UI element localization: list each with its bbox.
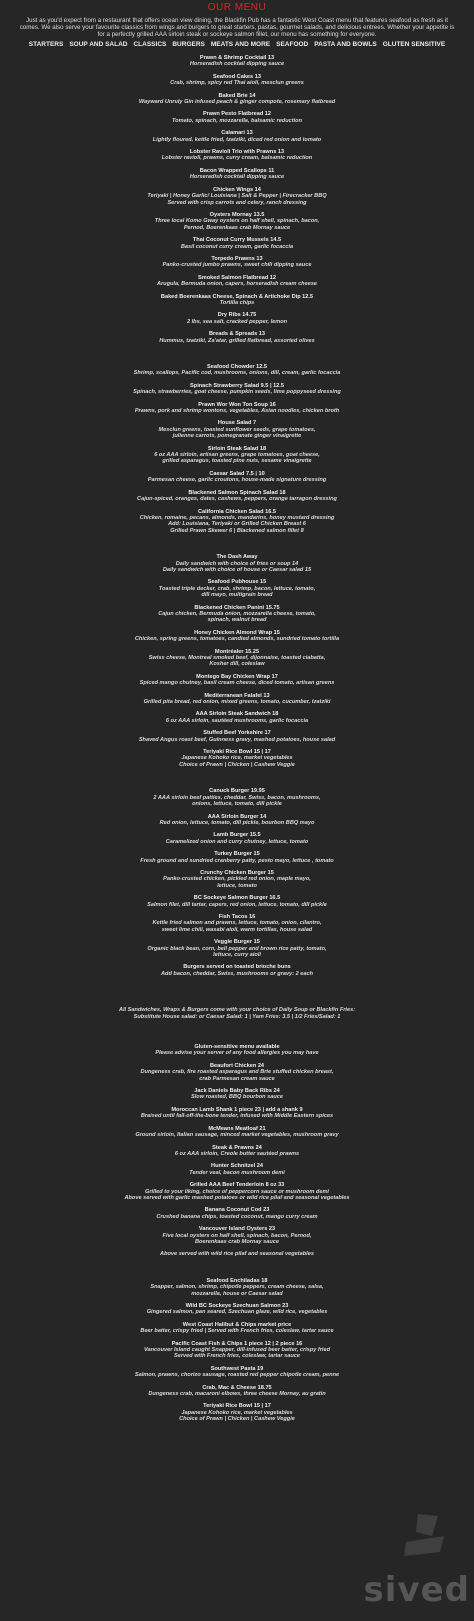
nav-item[interactable]: GLUTEN SENSITIVE bbox=[382, 41, 446, 48]
menu-item bbox=[0, 579, 474, 598]
menu-item bbox=[0, 605, 474, 624]
menu-item-description: spinach, walnut bread bbox=[207, 617, 267, 624]
menu-item-description: grilled asparagus, toasted pine nuts, sesame vinaigrette bbox=[162, 458, 312, 465]
menu-item bbox=[0, 1145, 474, 1158]
menu-item-name: Prawn & Shrimp Cocktail 13 bbox=[199, 55, 275, 61]
menu-item-description: Kosher dill, coleslaw bbox=[209, 661, 265, 668]
menu-item-description: Cajun-spiced, oranges, dates, cashews, peppers, orange tarragon dressing bbox=[137, 496, 337, 503]
menu-item-name: Moroccan Lamb Shank 1 piece 23 | add a shank 9 bbox=[171, 1106, 303, 1113]
nav-item[interactable]: BURGERS bbox=[172, 41, 205, 48]
menu-item bbox=[0, 383, 474, 396]
menu-item-name: Lobster Ravioli Trio with Prawns 13 bbox=[189, 149, 285, 156]
menu-item-description: 6 oz AAA sirloin, sautéed mushrooms, garlic focaccia bbox=[165, 717, 309, 724]
section-gap bbox=[0, 350, 474, 364]
menu-item-name: Stuffed Beef Yorkshire 17 bbox=[203, 730, 271, 737]
menu-item-name: Burgers served on toasted brioche buns bbox=[183, 964, 291, 971]
intro-text: Just as you'd expect from a restaurant that offers ocean view dining, the Blackfin Pub has a fantastic West Coast menu that features seafood as fresh as it comes. We also serve your favourite classics from wings and burgers to great starters, pastas, gourmet salads, and delicious entrees. Whether your appetite is for a perfectly grilled AAA sirloin steak or sockeye salmon fillet, our menu has something for everyone. bbox=[19, 17, 455, 38]
menu-item-name: Steak & Prawns 24 bbox=[212, 1144, 262, 1151]
menu-item bbox=[0, 446, 474, 465]
menu-item bbox=[0, 1278, 474, 1297]
page-header bbox=[0, 0, 474, 48]
menu-item-description: Choice of Prawn | Chicken | Cashew Veggie bbox=[179, 761, 295, 768]
menu-item-name: Torpedo Prawns 13 bbox=[211, 255, 263, 262]
menu-item-description: 6 oz AAA sirloin, artisan greens, grape tomatoes, goat cheese, bbox=[154, 452, 320, 459]
menu-item bbox=[0, 554, 474, 573]
menu-item bbox=[0, 509, 474, 535]
menu-item bbox=[0, 275, 474, 288]
menu-item bbox=[0, 471, 474, 484]
menu-item-name: Jack Daniels Baby Back Ribs 24 bbox=[194, 1088, 280, 1095]
menu-item-name: Fish Tacos 16 bbox=[218, 913, 256, 920]
menu-item-description: Add: Louisiana, Teriyaki or Grilled Chicken Breast 6 bbox=[168, 521, 306, 528]
menu-item-name: Dry Ribs 14.75 bbox=[217, 312, 257, 319]
menu-item bbox=[0, 1044, 474, 1057]
section-gap bbox=[0, 540, 474, 554]
menu-item-description: Grilled Prawn Skewer 6 | Blackened salmon fillet 8 bbox=[170, 527, 304, 534]
menu-item-description: Daily sandwich with choice of house or Caesar salad 15 bbox=[162, 566, 312, 573]
menu-item bbox=[0, 870, 474, 889]
menu-item-name: Breads & Spreads 13 bbox=[209, 331, 265, 338]
menu-item-name: House Salad 7 bbox=[217, 420, 257, 427]
menu-item bbox=[0, 212, 474, 231]
menu-item-description: Above served with wild rice pilaf and seasonal vegetables bbox=[160, 1251, 314, 1258]
menu-item-description: Shrimp, scallops, Pacific cod, mushrooms, onions, dill, cream, garlic focaccia bbox=[133, 370, 341, 377]
menu-item-description: Crushed banana chips, toasted coconut, mango curry cream bbox=[156, 1213, 318, 1220]
section-gap bbox=[0, 1264, 474, 1278]
menu-item-name: McMeans Meatloaf 21 bbox=[208, 1125, 266, 1132]
menu-item-name: Canuck Burger 19.95 bbox=[209, 788, 265, 795]
menu-item-description: Hummus, tzatziki, Za'atar, grilled flatbread, assorted olives bbox=[159, 337, 315, 344]
menu-item-name: Teriyaki Rice Bowl 15 | 17 bbox=[203, 749, 271, 756]
menu-item-description: Fresh ground and sundried cranberry patty, pesto mayo, lettuce , tomato bbox=[140, 857, 334, 864]
menu-item bbox=[0, 851, 474, 864]
menu-item-description: Slow roasted, BBQ bourbon sauce bbox=[191, 1094, 283, 1101]
menu-item bbox=[0, 420, 474, 439]
menu-item bbox=[0, 111, 474, 124]
menu-item-name: BC Sockeye Salmon Burger 16.5 bbox=[193, 895, 281, 902]
menu-item bbox=[0, 649, 474, 668]
menu-item-description: Salmon, prawns, chorizo sausage, roasted red pepper chipotle cream, penne bbox=[134, 1372, 340, 1379]
menu-item bbox=[0, 490, 474, 503]
nav-item[interactable]: PASTA AND BOWLS bbox=[314, 41, 377, 48]
menu-item-description: Chicken, romaine, pecans, almonds, mandarins, honey mustard dressing bbox=[139, 514, 335, 521]
menu-item bbox=[0, 1403, 474, 1422]
menu-item-description: Prawns, pork and shrimp wontons, vegetables, Asian noodles, chicken broth bbox=[134, 408, 340, 415]
menu-item-description: Served with crisp carrots and celery, ranch dressing bbox=[167, 199, 307, 206]
menu-item-description: Grilled pita bread, red onion, mixed greens, tomato, cucumber, tzatziki bbox=[143, 699, 331, 706]
menu-item-name: Crunchy Chicken Burger 15 bbox=[200, 869, 274, 876]
menu-item-description: lettuce, curry aioli bbox=[213, 952, 261, 958]
menu-item-name: Seafood Enchiladas 18 bbox=[206, 1277, 268, 1284]
nav-item[interactable]: STARTERS bbox=[28, 41, 64, 48]
menu-item-description: Dungeness crab, macaroni elbows, three cheese Mornay, au gratin bbox=[148, 1391, 326, 1398]
nav-item[interactable]: SOUP AND SALAD bbox=[69, 41, 128, 48]
menu-item-description: Kettle fried salmon and prawns, lettuce, tomato, onion, cilantro, bbox=[152, 920, 322, 927]
menu-item bbox=[0, 814, 474, 827]
menu-item-description: sweet lime chili, wasabi aioli, warm tortillas, house salad bbox=[161, 926, 313, 933]
menu-item-description: mozzarella, house or Caesar salad bbox=[191, 1290, 283, 1297]
menu-item bbox=[0, 788, 474, 807]
menu-item-name: California Chicken Salad 16.5 bbox=[197, 508, 277, 515]
menu-item bbox=[0, 130, 474, 143]
menu-item-name: The Dash Away bbox=[216, 554, 258, 561]
menu-item-description: Pernod, Boerenkaas crab Mornay sauce bbox=[183, 224, 291, 231]
menu-item-description: Cajun chicken, Bermuda onion, mozzarella cheese, tomato, bbox=[158, 610, 316, 617]
menu-item-description: lettuce, tomato bbox=[217, 882, 257, 889]
menu-item-name: Vancouver Island Oysters 23 bbox=[198, 1226, 276, 1233]
menu-item bbox=[0, 1163, 474, 1176]
menu-item-name: Montréaler 15.25 bbox=[214, 648, 260, 655]
menu-item bbox=[0, 1303, 474, 1316]
page-title: OUR MENU bbox=[207, 2, 267, 13]
menu-item-name: AAA Sirloin Burger 14 bbox=[207, 813, 267, 820]
menu-item-description: Three local Komo Gway oysters on half shell, spinach, bacon, bbox=[154, 218, 320, 225]
menu-item-name: Blackened Salmon Spinach Salad 18 bbox=[188, 489, 286, 496]
menu-item-name: Blackened Chicken Panini 15.75 bbox=[194, 604, 280, 611]
menu-item-name: Thai Coconut Curry Mussels 14.5 bbox=[192, 237, 282, 244]
menu-item bbox=[0, 149, 474, 162]
menu-item-name: Caesar Salad 7.5 | 10 bbox=[209, 470, 265, 477]
menu-item bbox=[0, 693, 474, 706]
menu-item-description: 2 lbs, sea salt, cracked pepper, lemon bbox=[186, 318, 288, 325]
menu-item bbox=[0, 187, 474, 206]
menu-item-name: Smoked Salmon Flatbread 12 bbox=[197, 274, 277, 281]
menu-item-name: Seafood Cakes 13 bbox=[213, 73, 261, 80]
menu-item-name: Prawn Pesto Flatbread 12 bbox=[202, 111, 272, 118]
menu-item-description: Lobster ravioli, prawns, curry cream, balsamic reduction bbox=[161, 155, 313, 162]
menu-item bbox=[0, 312, 474, 325]
menu-item-name: Sirloin Steak Salad 18 bbox=[207, 445, 267, 452]
menu-item-description: Gingered salmon, pan seared, Szechuan glaze, wild rice, vegetables bbox=[146, 1309, 328, 1316]
menu-item-description: Chicken, spring greens, tomatoes, candied almonds, sundried tomato tortilla bbox=[134, 636, 340, 643]
menu-item-description: Arugula, Bermuda onion, capers, horseradish cream cheese bbox=[156, 281, 318, 288]
menu-item bbox=[0, 630, 474, 643]
menu-item bbox=[0, 74, 474, 87]
section-gap bbox=[0, 774, 474, 788]
menu-item-description: 6 oz AAA sirloin, Creole butter sautéed prawns bbox=[174, 1150, 300, 1157]
menu-item-name: Seafood Pubhouse 15 bbox=[207, 579, 267, 586]
section-gap bbox=[0, 983, 474, 997]
menu-item bbox=[0, 749, 474, 768]
category-nav bbox=[0, 41, 474, 48]
section-gap bbox=[0, 1030, 474, 1044]
menu-item-name: Chicken Wings 14 bbox=[213, 186, 261, 193]
menu-item bbox=[0, 1182, 474, 1201]
menu-item-description: Wayward Unruly Gin infused peach & ginger compote, rosemary flatbread bbox=[138, 99, 336, 106]
nav-item[interactable]: MEATS AND MORE bbox=[210, 41, 271, 48]
menu-item bbox=[0, 55, 474, 68]
menu-item bbox=[0, 1226, 474, 1245]
menu-item-description: Five local oysters on half shell, spinach, bacon, Pernod, bbox=[162, 1232, 312, 1239]
menu-item-description: Panko-crusted chicken, pickled red onion, maple mayo, bbox=[163, 876, 311, 883]
menu-item-description: Tomato, spinach, mozzarella, balsamic reduction bbox=[171, 117, 303, 124]
menu-item-name: Wild BC Sockeye Szechuan Salmon 23 bbox=[185, 1303, 289, 1309]
menu-item-name: West Coast Halibut & Chips market price bbox=[182, 1321, 292, 1328]
menu-item-name: Banana Coconut Cod 23 bbox=[204, 1207, 270, 1214]
menu-item-description: Served with French fries, coleslaw, tartar sauce bbox=[173, 1353, 300, 1360]
menu-item bbox=[0, 674, 474, 687]
menu-item-name: Baked Brie 14 bbox=[218, 92, 256, 99]
menu-item-description: Please advise your server of any food allergies you may have bbox=[155, 1050, 319, 1057]
menu-item-name: Veggie Burger 15 bbox=[214, 939, 260, 946]
menu-item-description: Japanese Kohoko rice, market vegetables bbox=[181, 1409, 293, 1416]
menu-item-name: Prawn Wor Won Ton Soup 16 bbox=[198, 401, 276, 408]
menu-item bbox=[0, 402, 474, 415]
menu-item-description: Braised until fall-off-the-bone tender, infused with Middle Eastern spices bbox=[140, 1113, 334, 1120]
menu-item-description: crab Parmesan cream sauce bbox=[199, 1075, 275, 1082]
menu-item-description: Add bacon, cheddar, Swiss, mushrooms or gravy: 2 each bbox=[160, 970, 313, 977]
menu-item bbox=[0, 1385, 474, 1398]
menu-item-name: Spinach Strawberry Salad 9.5 | 12.5 bbox=[190, 382, 284, 389]
menu-note-line: Substitute House salad: or Caesar Salad: 1 | Yam Fries: 3.5 | 1/2 Fries/Salad: 1 bbox=[133, 1013, 341, 1020]
menu-item-description: Teriyaki | Honey Garlic/ Louisiana | Salt & Pepper | Firecracker BBQ bbox=[147, 193, 327, 200]
menu-item bbox=[0, 1207, 474, 1220]
menu-item-description: Toasted triple decker, crab, shrimp, bacon, lettuce, tomato, bbox=[158, 585, 316, 592]
menu-item-description: Caramelized onion and curry chutney, lettuce, tomato bbox=[165, 838, 309, 845]
menu-item bbox=[0, 294, 474, 307]
menu-item-name: Hunter Schnitzel 24 bbox=[211, 1163, 263, 1170]
menu-item-name: Lamb Burger 15.5 bbox=[213, 832, 261, 839]
menu-item bbox=[0, 730, 474, 743]
menu-item bbox=[0, 237, 474, 250]
menu-item-name: Teriyaki Rice Bowl 15 | 17 bbox=[203, 1403, 271, 1410]
nav-item[interactable]: CLASSICS bbox=[133, 41, 167, 48]
menu-item-description: onions, lettuce, tomato, dill pickle bbox=[192, 801, 282, 808]
menu-item-description: Above served with garlic mashed potatoes or wild rice pilaf and seasonal vegetables bbox=[124, 1194, 350, 1201]
menu-item-name: Calamari 13 bbox=[221, 130, 253, 137]
menu-item-name: Montego Bay Chicken Wrap 17 bbox=[196, 673, 278, 680]
menu-item-name: Turkey Burger 15 bbox=[214, 851, 260, 858]
watermark-text: sived bbox=[363, 1570, 470, 1610]
menu-item-description: Daily sandwich with choice of fries or soup 14 bbox=[175, 560, 299, 567]
menu-item bbox=[0, 364, 474, 377]
menu-item-description: Mesclun greens, toasted sunflower seeds, grape tomatoes, bbox=[158, 426, 316, 433]
menu-item bbox=[0, 914, 474, 933]
menu-item bbox=[0, 1251, 474, 1257]
menu-item-description: 2 AAA sirloin beef patties, cheddar, Swiss, bacon, mushrooms, bbox=[153, 794, 321, 801]
menu-item bbox=[0, 964, 474, 977]
menu-item bbox=[0, 1341, 474, 1360]
menu-item-description: Lightly floured, kettle fried, tzatziki, diced red onion and tomato bbox=[152, 136, 322, 143]
menu-item-name: Seafood Chowder 12.5 bbox=[207, 364, 267, 370]
menu-item-name: Grilled AAA Beef Tenderloin 8 oz 33 bbox=[189, 1182, 285, 1189]
menu-item-name: Mediterranean Falafel 13 bbox=[204, 692, 270, 699]
menu-item-description: Dungeness crab, fire roasted asparagus and Brie stuffed chicken breast, bbox=[140, 1069, 334, 1076]
menu-item bbox=[0, 832, 474, 845]
menu-item-name: Bacon Wrapped Scallops 11 bbox=[199, 167, 275, 174]
menu-item-description: Spinach, strawberries, goat cheese, pumpkin seeds, lime poppyseed dressing bbox=[133, 389, 341, 396]
menu-item-name: Oysters Mornay 13.5 bbox=[209, 211, 265, 218]
menu-item-description: Swiss cheese, Montreal smoked beef, dijonnaise, toasted ciabatta, bbox=[148, 655, 326, 661]
menu-item-description: Grilled to your liking, choice of peppercorn sauce or mushroom demi bbox=[144, 1188, 329, 1195]
menu-item-description: Horseradish cocktail dipping sauce bbox=[189, 61, 285, 68]
menu-item bbox=[0, 93, 474, 106]
menu-item bbox=[0, 711, 474, 724]
menu-item-description: Organic black bean, corn, bell pepper and brown rice patty, tomato, bbox=[147, 945, 327, 952]
menu-item-description: Ground sirloin, Italian sausage, minced market vegetables, mushroom gravy bbox=[135, 1132, 339, 1139]
menu-list bbox=[0, 55, 474, 1620]
menu-item-description: Crab, shrimp, spicy red Thai aioli, mesclun greens bbox=[170, 80, 304, 87]
menu-item-description: Salmon filet, dill tartar, capers, red onion, lettuce, tomato, dill pickle bbox=[147, 901, 327, 908]
menu-item bbox=[0, 168, 474, 181]
menu-item-description: Parmesan cheese, garlic croutons, house-made signature dressing bbox=[147, 477, 327, 484]
menu-item-description: Vancouver Island caught Snapper, dill-infused beer batter, crispy fried bbox=[144, 1347, 330, 1354]
menu-item-description: Choice of Prawn | Chicken | Cashew Veggie bbox=[179, 1416, 295, 1423]
menu-item-description: Horseradish cocktail dipping sauce bbox=[189, 174, 285, 181]
menu-item-description: Shaved Angus roast beef, Guinness gravy, mashed potatoes, house salad bbox=[138, 736, 336, 743]
menu-item-name: Pacific Coast Fish & Chips 1 piece 12 | 2 piece 16 bbox=[171, 1340, 303, 1347]
menu-item-description: Beer batter, crispy fried | Served with French fries, coleslaw, tartar sauce bbox=[140, 1328, 334, 1335]
menu-item-description: Tortilla chips bbox=[219, 299, 255, 306]
menu-item-description: Tender veal, bacon mushroom demi bbox=[189, 1169, 285, 1176]
menu-note bbox=[0, 1007, 474, 1020]
menu-item-name: Baked Boerenkaas Cheese, Spinach & Artichoke Dip 12.5 bbox=[160, 293, 314, 300]
menu-item bbox=[0, 1088, 474, 1101]
menu-item-name: Crab, Mac & Cheese 18.75 bbox=[202, 1384, 272, 1391]
menu-item bbox=[0, 1107, 474, 1120]
menu-item-name: Gluten-sensitive menu available bbox=[194, 1044, 280, 1051]
menu-item bbox=[0, 256, 474, 269]
menu-note-line: All Sandwiches, Wraps & Burgers come with your choice of Daily Soup or Blackfin Fries: bbox=[118, 1007, 356, 1014]
menu-item-description: Panko-crusted jumbo prawns, sweet chili dipping sauce bbox=[162, 262, 312, 269]
menu-item-description: Spiced mango chutney, basil cream cheese, diced tomato, artisan greens bbox=[139, 680, 335, 687]
menu-item-name: Beaufort Chicken 24 bbox=[209, 1062, 265, 1069]
menu-item-name: AAA Sirloin Steak Sandwich 18 bbox=[195, 711, 279, 718]
menu-item bbox=[0, 895, 474, 908]
nav-item[interactable]: SEAFOOD bbox=[276, 41, 309, 48]
menu-item-description: Japanese Kohoko rice, market vegetables bbox=[181, 755, 293, 762]
menu-item-description: Basil coconut curry cream, garlic focaccia bbox=[180, 243, 294, 250]
menu-item-name: Southwest Pasta 19 bbox=[210, 1365, 264, 1372]
menu-item-description: Red onion, lettuce, tomato, dill pickle, bourbon BBQ mayo bbox=[159, 819, 315, 826]
menu-item-description: Snapper, salmon, shrimp, chipotle peppers, cream cheese, salsa, bbox=[150, 1284, 324, 1291]
menu-item-name: Honey Chicken Almond Wrap 15 bbox=[194, 629, 280, 636]
menu-item bbox=[0, 1126, 474, 1139]
menu-item bbox=[0, 331, 474, 344]
menu-item-description: julienne carrots, pomegranate ginger vinaigrette bbox=[172, 433, 302, 440]
menu-item bbox=[0, 1366, 474, 1379]
menu-item bbox=[0, 1322, 474, 1335]
menu-item-description: dill mayo, multigrain bread bbox=[201, 592, 273, 599]
menu-item bbox=[0, 939, 474, 958]
menu-item bbox=[0, 1063, 474, 1082]
menu-item-description: Boerenkaas crab Mornay sauce bbox=[195, 1238, 279, 1245]
